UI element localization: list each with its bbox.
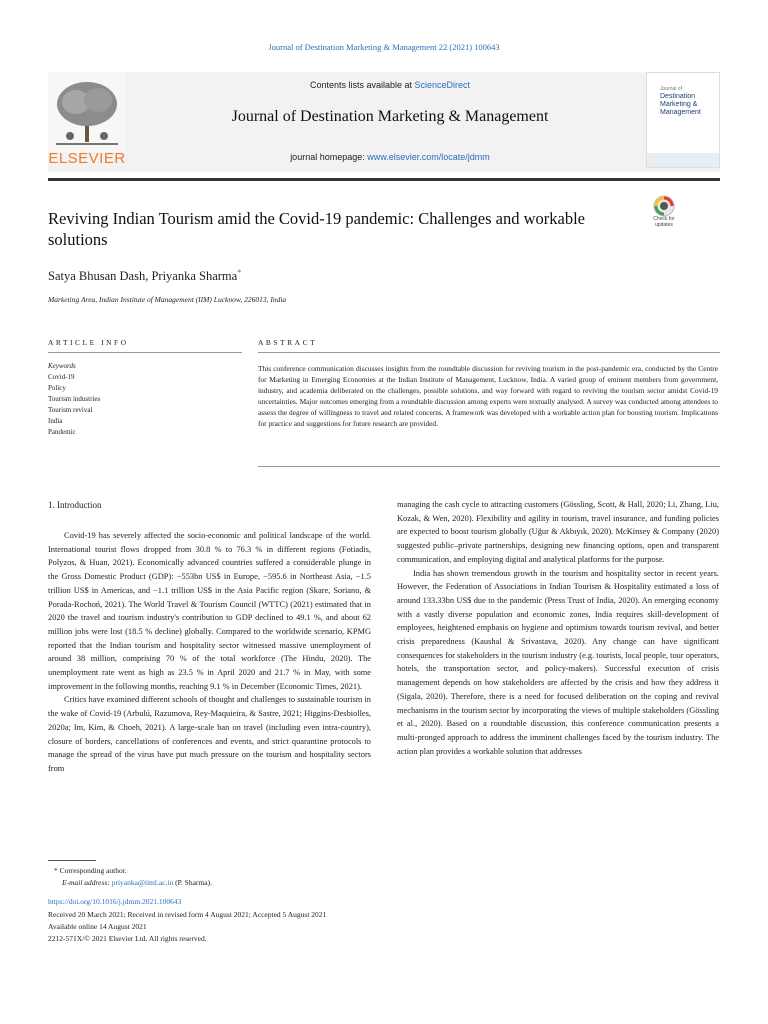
keyword-item: Policy bbox=[48, 384, 66, 392]
email-link[interactable]: priyanka@iiml.ac.in bbox=[111, 878, 174, 887]
intro-paragraph-4: India has shown tremendous growth in the tourism and hospitality sector in recent years. However, the Federation of Associations in Indian Tourism & Hospitality estimated a loss of around 133.33bn US$ due to the pandemic (Press Trust of India, 2020). An emerging economy with a vastly diverse population and economic zones, India requires skill-development of employees, heightened emphasis on hygiene and optimism towards tourism revival, and better crisis preparedness (Kaushal & Srivastava, 2020). Any change can have significant consequences for stakeholders in the tourism industry (e.g. tourists, local people, tour operators, hotels, the transportation sector, and policy-makers). Successful execution of crisis management depends on how stakeholders are affected by the crisis and how they address it (Sigala, 2020). Therefore, there is a need for focused deliberation on the coping and revival mechanisms in the tourism sector by incorporating the views of multiple stakeholders (Gössling et al., 2020). Based on a roundtable discussion, this conference communication presents a multi-pronged approach to address the imminent challenges faced by the tourism industry. The action plan provides a workable solution that addresses bbox=[397, 568, 719, 756]
intro-paragraph-2: Critics have examined different schools of thought and challenges to sustainable tourism in the wake of Covid-19 (Arbulú, Razumova, Rey-Maquieira, & Sastre, 2021; Higgins-Desbiolles, 2020a; Im, Kim, & Choeh, 2021). A large-scale ban on travel (including even intra-country), closure of borders, cancellations of conferences and events, and strict quarantine protocols to manage the spread of the virus have put much pressure on the tourism and hospitality sectors from bbox=[48, 695, 371, 773]
abstract-heading: ABSTRACT bbox=[258, 338, 318, 347]
homepage-link[interactable]: www.elsevier.com/locate/jdmm bbox=[367, 152, 490, 162]
keyword-item: Pandemic bbox=[48, 428, 76, 436]
article-title: Reviving Indian Tourism amid the Covid-19 pandemic: Challenges and workable solutions bbox=[48, 209, 585, 249]
intro-paragraph-3: managing the cash cycle to attracting customers (Gössling, Scott, & Hall, 2020; Li, Zhang, Liu, Kozak, & Wen, 2020). Flexibility and agility in tourism, travel insurance, and funding policies are expected to boost tourism globally (Uğur & Akbıyık, 2020). McKinsey & Company (2020) suggested public–private partnerships, designing new financing options, open and transparent communication, and employing digital and analytical platforms for the purpose. bbox=[397, 500, 719, 564]
author-mark[interactable]: * bbox=[237, 268, 242, 277]
keyword-item: Covid-19 bbox=[48, 373, 75, 381]
homepage-prefix: journal homepage: bbox=[290, 152, 368, 162]
header-rule bbox=[48, 178, 720, 181]
cover-line-2: Marketing & bbox=[660, 101, 698, 108]
affiliation: Marketing Area, Indian Institute of Management (IIM) Lucknow, 226013, India bbox=[48, 295, 287, 304]
abstract-bottom-rule bbox=[258, 466, 720, 467]
authors bbox=[48, 268, 241, 284]
email-line bbox=[62, 878, 212, 889]
cover-line-1: Destination bbox=[660, 93, 696, 100]
cover-line-3: Management bbox=[660, 109, 701, 116]
contents-line bbox=[140, 80, 640, 90]
abstract-text: This conference communication discusses insights from the roundtable discussion for reviving tourism in the post-pandemic era, conducted by the Centre for Marketing in Emerging Economies at the Indian Institute of Management, Lucknow, India. A varied group of eminent members from government, industry, and academia deliberated on the challenges, possible solutions, and way forward with regard to reviving the tourism sector amidst Covid-19 uncertainties. Major outcomes emerging from a roundtable discussion among experts were textually analysed. A survey was conducted among attendees to assess the degree of willingness to travel and related concerns. A framework was developed with a workable action plan for boosting tourism. Implications for practice and suggestions for future research are provided. bbox=[258, 364, 718, 429]
keyword-item: Tourism industries bbox=[48, 395, 101, 403]
cover-title bbox=[660, 85, 718, 117]
journal-cover-thumbnail[interactable] bbox=[646, 72, 720, 168]
cover-stripe bbox=[647, 153, 719, 167]
running-header[interactable]: Journal of Destination Marketing & Management 22 (2021) 100643 bbox=[268, 42, 500, 52]
article-info-heading: ARTICLE INFO bbox=[48, 338, 129, 347]
issn-copyright: 2212-571X/© 2021 Elsevier Ltd. All rights reserved. bbox=[48, 934, 207, 943]
check-for-updates-icon[interactable] bbox=[645, 194, 683, 234]
abstract-rule bbox=[258, 352, 720, 353]
footnote-rule bbox=[48, 860, 96, 861]
left-column bbox=[48, 529, 371, 776]
article-info-rule bbox=[48, 352, 242, 353]
contents-prefix: Contents lists available at bbox=[309, 80, 415, 90]
sciencedirect-link[interactable]: ScienceDirect bbox=[414, 80, 471, 90]
section-heading-introduction: 1. Introduction bbox=[48, 500, 102, 510]
keyword-item: India bbox=[48, 417, 63, 425]
keyword-item: Tourism revival bbox=[48, 406, 93, 414]
received-dates: Received 20 March 2021; Received in revised form 4 August 2021; Accepted 5 August 2021 bbox=[48, 910, 327, 919]
intro-paragraph-1: Covid-19 has severely affected the socio-economic and political landscape of the world. International tourist flows dropped from 30.8 % to 76.3 % in different regions (Fotiadis, Polyzos, & Huan, 2021). Economically advanced countries suffered a considerable plunge in the Gross Domestic Product (GDP): −553bn US$ in Europe, −595.6 in Northeast Asia, −1.5 trillion US$ in Americas, and −1.1 trillion US$ in the Asia Pacific region (Skare, Soriano, & Porada-Rochoń, 2021). The World Travel & Tourism Council (WTTC) (2021) estimated that in 2020 the travel and tourism industry's contribution to GDP declined to 49.1 %, and about 62 million jobs were lost (18.5 % decline) globally. Compared to the worldwide scenario, KPMG reported that the Indian tourism and hospitality sector witnessed massive unemployment of around 38 million, comprising 70 % of the total workforce (The Hindu, 2020). The unemployment rate went as high as 23.5 % in April 2020 and 21.7 % in May, with some improvement in the following months, reaching 9.1 % in December (Economic Times, 2021). bbox=[48, 531, 371, 691]
email-suffix: (P. Sharma). bbox=[173, 878, 212, 887]
cover-small-text: Journal of bbox=[660, 86, 682, 92]
check-for-updates-label[interactable]: Check for updates bbox=[653, 216, 675, 228]
corresponding-author-note: * Corresponding author. bbox=[54, 866, 127, 875]
keywords-label: Keywords bbox=[48, 362, 76, 370]
available-online: Available online 14 August 2021 bbox=[48, 922, 147, 931]
journal-title: Journal of Destination Marketing & Management bbox=[231, 108, 549, 125]
author-names: Satya Bhusan Dash, Priyanka Sharma bbox=[48, 269, 238, 284]
right-column bbox=[397, 498, 719, 758]
journal-homepage bbox=[140, 152, 640, 162]
elsevier-wordmark: ELSEVIER bbox=[48, 150, 126, 167]
doi-link[interactable]: https://doi.org/10.1016/j.jdmm.2021.100643 bbox=[48, 897, 182, 906]
email-label: E-mail address: bbox=[62, 878, 112, 887]
